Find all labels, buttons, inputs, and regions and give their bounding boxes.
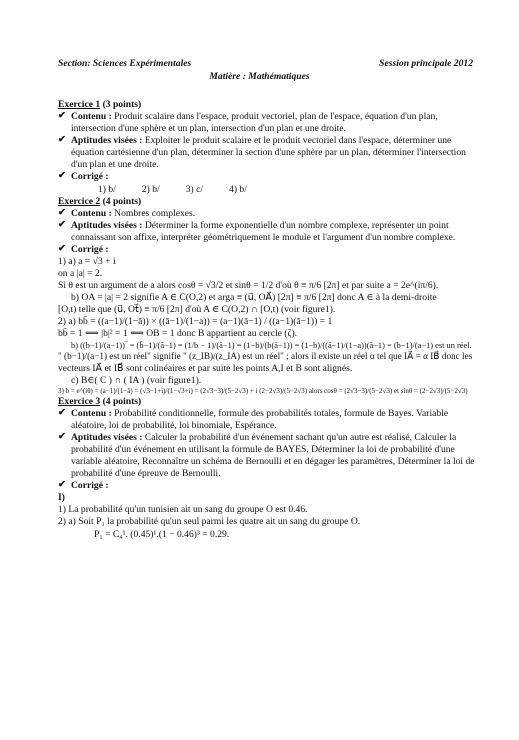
answer-2: 2) b/ <box>141 183 160 195</box>
exercise-2-title: Exercice 2 (4 points) <box>58 195 142 207</box>
ex2-line-12: 3) b = e^(iθ) = (a−1)/(1−ā) = (√3−1+i)/(1−√3+i) = (2√3−3)/(5−2√3) + i (2−2√3)/(5−2√3) alors cosθ = (2√3−3)/(5−2√3) et sinθ = (2−2√3)/(5−2√3) <box>58 386 468 395</box>
ex2-line-9: " (b−1)/(a−1) est un réel" signifie " (z_IB)/(z_IA) est un réel" ; alors il existe un réel α tel que IA⃗ = α IB⃗ donc les <box>58 351 473 362</box>
exercise-3-contenu: ✔ Contenu : Probabilité conditionnelle, formule des probabilités totales, formule de Bayes. Variable aléatoire, loi de probabilité, loi binomiale, Espérance. <box>58 407 449 431</box>
ex3-line-4: P₁ = C₄¹. (0.45)¹.(1 − 0.46)³ = 0.29. <box>94 528 230 540</box>
exercise-3-corrige: ✔ Corrigé : <box>58 480 109 492</box>
session-header: Session principale 2012 <box>379 58 473 69</box>
checkmark-icon: ✔ <box>58 243 66 254</box>
answer-4: 4) b/ <box>229 183 247 195</box>
exercise-2-aptitudes: ✔ Aptitudes visées : Déterminer la forme exponentielle d'un nombre complexe, représenter un point connaissant son affixe, interpréter géométriquement le module et l'argument d'un nombre complexe. <box>58 219 456 243</box>
ex3-line-1: I) <box>58 492 65 504</box>
ex2-line-7: bb̄ = 1 ⟺ |b|² = 1 ⟺ OB = 1 donc B appartient au cercle (ζ). <box>58 328 298 340</box>
exercise-1-corrige: ✔ Corrigé : <box>58 171 109 183</box>
ex2-line-3: Si θ est un argument de a alors cosθ = √3/2 et sinθ = 1/2 d'où θ ≡ π/6 [2π] et par suite a = 2e^(iπ/6). <box>58 280 439 292</box>
checkmark-icon: ✔ <box>58 111 66 122</box>
ex3-line-2: 1) La probabilité qu'un tunisien ait un sang du groupe O est 0.46. <box>58 504 308 516</box>
checkmark-icon: ✔ <box>58 431 66 442</box>
checkmark-icon: ✔ <box>58 171 66 182</box>
ex3-line-3: 2) a) Soit P₁ la probabilité qu'un seul parmi les quatre ait un sang du groupe O. <box>58 516 361 528</box>
exercise-1-title: Exercice 1 (3 points) <box>58 99 142 110</box>
checkmark-icon: ✔ <box>58 219 66 230</box>
exercise-2-contenu: ✔ Contenu : Nombres complexes. <box>58 207 196 219</box>
ex2-line-4: b) OA = |a| = 2 signifie A ∈ C(O,2) et arga ≡ (u⃗, OA⃗) [2π] ≡ π/6 [2π] donc A ∈ à la demi-droite <box>71 292 437 304</box>
ex2-line-2: on a |a| = 2. <box>58 268 103 280</box>
ex2-line-10: vecteurs IA⃗ et IB⃗ sont colinéaires et par suite les points A,I et B sont alignés. <box>58 362 353 374</box>
exercise-3-title: Exercice 3 (4 points) <box>58 395 142 407</box>
ex2-line-11: c) B∈( C ) ∩ ( IA ) (voir figure1). <box>71 374 202 386</box>
ex2-line-6: 2) a) bb̄ = ((a−1)/(1−ā)) × ((ā−1)/(1−a)) = (a−1)(ā−1) / ((a−1)(ā−1)) = 1 <box>58 316 333 328</box>
subject-header: Matière : Mathématiques <box>209 71 310 82</box>
answer-3: 3) c/ <box>185 183 204 195</box>
exercise-1-aptitudes: ✔ Aptitudes visées : Exploiter le produit scalaire et le produit vectoriel dans l'espace, déterminer une équation cartésienne d'un plan, déterminer la section d'une sphère par un plan, déterminer l'intersection d'un plan et une droite. <box>58 135 466 171</box>
checkmark-icon: ✔ <box>58 407 66 418</box>
exercise-1-contenu: ✔ Contenu : Produit scalaire dans l'espace, produit vectoriel, plan de l'espace, équation d'un plan, intersection d'une sphère et un plan, intersection d'un plan et une droite. <box>58 111 438 135</box>
exercise-2-corrige: ✔ Corrigé : <box>58 243 109 255</box>
checkmark-icon: ✔ <box>58 480 66 491</box>
ex2-line-5: [O,t) telle que (u⃗, Ot⃗) ≡ π/6 [2π] d'où A ∈ C(O,2) ∩ [O,t) (voir figure1). <box>58 304 336 316</box>
answer-1: 1) b/ <box>98 183 116 195</box>
exercise-1-answers <box>58 184 476 196</box>
document-body <box>58 99 476 541</box>
section-header: Section: Sciences Expérimentales <box>58 58 192 69</box>
checkmark-icon: ✔ <box>58 207 66 218</box>
ex2-line-8: b) ((b−1)/(a−1))‾ = (b̄−1)/(ā−1) = (1/b − 1)/(ā−1) = (1−b)/(b(ā−1)) = (1−b)/((ā−1)/(1−a))(ā−1) = (b−1)/(a−1) est un réel. <box>71 340 472 350</box>
exercise-3-aptitudes: ✔ Aptitudes visées : Calculer la probabilité d'un événement sachant qu'un autre est réalisé, Calculer la probabilité d'un événement en utilisant la formule de BAYES, Déterminer la loi de probabilité d'une variable aléatoire, Reconnaître un schéma de Bernoulli et en dégager les paramètres, Déterminer la loi de probabilité d'une épreuve de Bernoulli. <box>58 431 475 480</box>
checkmark-icon: ✔ <box>58 135 66 146</box>
ex2-line-1: 1) a) a = √3 + i <box>58 256 116 268</box>
